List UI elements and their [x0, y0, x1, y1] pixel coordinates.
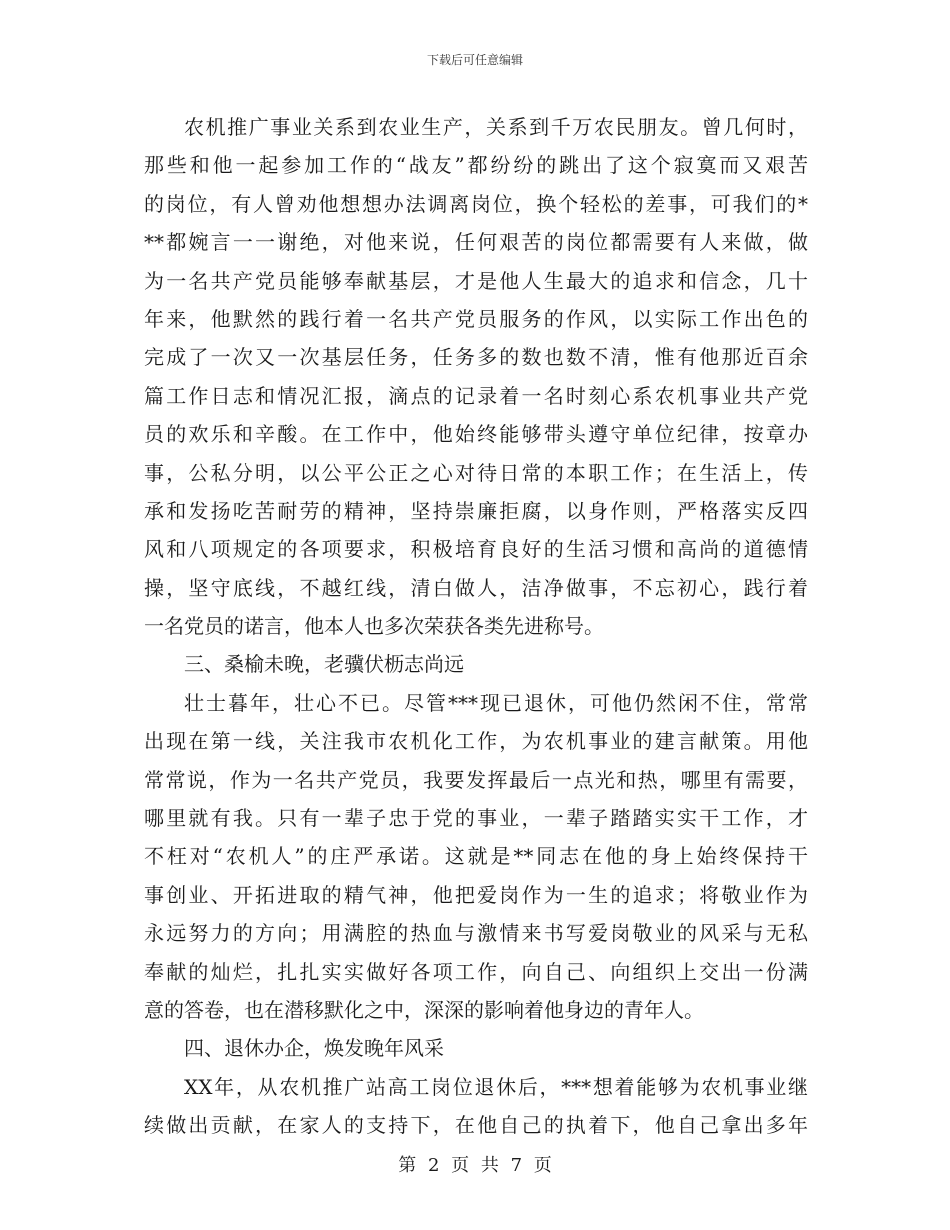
paragraph-line: 永远努力的方向；用满腔的热血与激情来书写爱岗敬业的风采与无私 — [144, 921, 808, 946]
paragraph-line: 事，公私分明，以公平公正之心对待日常的本职工作；在生活上，传 — [144, 460, 808, 485]
paragraph-line: XX年，从农机推广站高工岗位退休后，***想着能够为农机事业继 — [184, 1074, 808, 1099]
paragraph-line: 那些和他一起参加工作的“战友”都纷纷的跳出了这个寂寞而又艰苦 — [144, 153, 808, 178]
paragraph-line: 年来，他默然的践行着一名共产党员服务的作风，以实际工作出色的 — [144, 306, 808, 331]
paragraph-line: 续做出贡献，在家人的支持下，在他自己的执着下，他自己拿出多年 — [144, 1113, 808, 1138]
paragraph-line: 风和八项规定的各项要求，积极培育良好的生活习惯和高尚的道德情 — [144, 537, 808, 562]
paragraph-line: 不枉对“农机人”的庄严承诺。这就是**同志在他的身上始终保持干 — [144, 844, 808, 869]
paragraph-line: 农机推广事业关系到农业生产，关系到千万农民朋友。曾几何时， — [184, 115, 808, 139]
paragraph-line: 承和发扬吃苦耐劳的精神，坚持崇廉拒腐，以身作则，严格落实反四 — [144, 498, 808, 523]
paragraph-line: **都婉言一一谢绝，对他来说，任何艰苦的岗位都需要有人来做，做 — [144, 230, 808, 255]
paragraph-line: 完成了一次又一次基层任务，任务多的数也数不清，惟有他那近百余 — [144, 345, 808, 370]
paragraph-line: 篇工作日志和情况汇报，滴点的记录着一名时刻心系农机事业共产党 — [144, 383, 808, 408]
page-number-footer: 第 2 页 共 7 页 — [398, 1155, 552, 1176]
paragraph-line: 奉献的灿烂，扎扎实实做好各项工作，向自己、向组织上交出一份满 — [144, 959, 808, 984]
page-header-note: 下载后可任意编辑 — [426, 53, 523, 67]
paragraph-line: 意的答卷，也在潜移默化之中，深深的影响着他身边的青年人。 — [144, 997, 704, 1022]
paragraph-line: 一名党员的诺言，他本人也多次荣获各类先进称号。 — [144, 614, 604, 639]
paragraph-line: 为一名共产党员能够奉献基层，才是他人生最大的追求和信念，几十 — [144, 268, 808, 293]
paragraph-line: 哪里就有我。只有一辈子忠于党的事业，一辈子踏踏实实干工作，才 — [144, 806, 808, 831]
document-body — [144, 108, 808, 1145]
paragraph-line: 操，坚守底线，不越红线，清白做人，洁净做事，不忘初心，践行着 — [144, 575, 808, 600]
paragraph-line: 壮士暮年，壮心不已。尽管***现已退休，可他仍然闲不住，常常 — [184, 690, 808, 715]
paragraph-line: 常常说，作为一名共产党员，我要发挥最后一点光和热，哪里有需要， — [144, 767, 808, 792]
section-heading: 三、桑榆未晚，老骥伏枥志尚远 — [184, 652, 464, 677]
paragraph-line: 事创业、开拓进取的精气神，他把爱岗作为一生的追求；将敬业作为 — [144, 882, 808, 907]
paragraph-line: 的岗位，有人曾劝他想想办法调离岗位，换个轻松的差事，可我们的* — [144, 191, 808, 216]
paragraph-line: 出现在第一线，关注我市农机化工作，为农机事业的建言献策。用他 — [144, 729, 808, 754]
section-heading: 四、退休办企，焕发晚年风采 — [184, 1036, 444, 1061]
paragraph-line: 员的欢乐和辛酸。在工作中，他始终能够带头遵守单位纪律，按章办 — [144, 422, 808, 447]
